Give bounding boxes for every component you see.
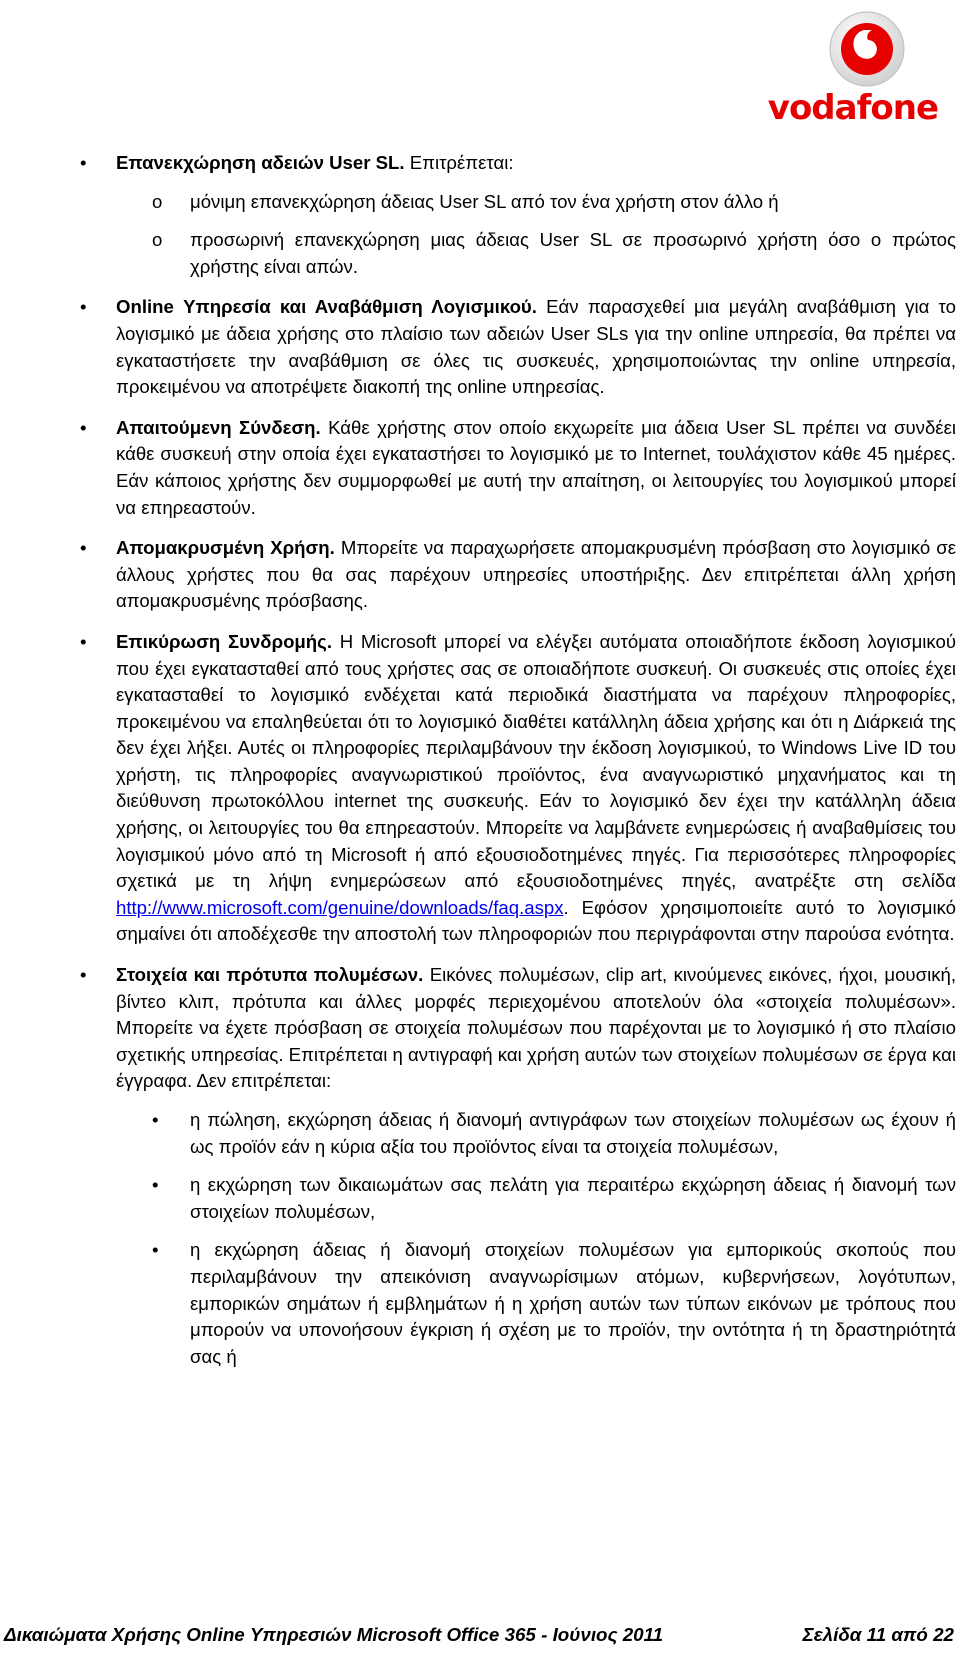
sub-item-text: προσωρινή επανεκχώρηση μιας άδειας User SL σε προσωρινό χρήστη όσο ο πρώτος χρήστης είναι απών. [190, 229, 956, 277]
sub-marker: • [152, 1174, 159, 1196]
bullet-marker: • [80, 964, 87, 986]
item-heading: Online Υπηρεσία και Αναβάθμιση Λογισμικού. [116, 296, 537, 318]
list-item [80, 150, 956, 280]
item-text: Εάν παρασχεθεί μια μεγάλη αναβάθμιση για το λογισμικό με άδεια χρήσης στο πλαίσιο των αδειών User SLs για την online υπηρεσία, θα πρέπει να εγκαταστήσετε την αναβάθμιση σε όλες τις συσκευές, χρησιμοποιώντας την online υπηρεσία, προκειμένου να αποτρέψετε διακοπή της online υπηρεσίας. [116, 296, 956, 398]
sub-item-text: μόνιμη επανεκχώρηση άδειας User SL από τον ένα χρήστη στον άλλο ή [190, 190, 779, 212]
sub-item-text: η πώληση, εκχώρηση άδειας ή διανομή αντιγράφων των στοιχείων πολυμέσων ως έχουν ή ως προϊόν εάν η κύρια αξία του προϊόντος είναι τα στοιχεία πολυμέσων, [190, 1109, 956, 1157]
document-body [80, 150, 956, 1384]
sub-list-item [116, 1172, 956, 1225]
sub-list-item [116, 227, 956, 280]
item-text: Μπορείτε να παραχωρήσετε απομακρυσμένη πρόσβαση στο λογισμικό σε άλλους χρήστες που θα σας παρέχουν υπηρεσίες υποστήριξης. Δεν επιτρέπεται άλλη χρήση απομακρυσμένης πρόσβασης. [116, 537, 957, 612]
bullet-marker: • [80, 630, 87, 652]
item-text-after: . Εφόσον χρησιμοποιείτε αυτό το λογισμικό σημαίνει ότι αποδέχεσθε την αποστολή των πληροφοριών που περιγράφονται στην παρούσα ενότητα. [116, 896, 956, 945]
vodafone-speechmark-icon [828, 10, 906, 88]
bullet-marker: • [80, 296, 87, 318]
sub-list-item [116, 1237, 956, 1370]
sub-list-item [116, 1107, 956, 1160]
item-heading: Στοιχεία και πρότυπα πολυμέσων. [116, 964, 424, 986]
item-heading: Επανεκχώρηση αδειών User SL. [116, 152, 405, 173]
item-heading: Απαιτούμενη Σύνδεση. [116, 416, 321, 438]
footer-title: Δικαιώματα Χρήσης Online Υπηρεσιών Microsoft Office 365 - Ιούνιος 2011 [4, 1624, 664, 1645]
list-item [80, 415, 956, 521]
vodafone-logo [767, 10, 948, 128]
item-text: Εικόνες πολυμέσων, clip art, κινούμενες εικόνες, ήχοι, μουσική, βίντεο κλιπ, πρότυπα και άλλες μορφές περιεχομένου αποτελούν όλα «στοιχεία πολυμέσων». Μπορείτε να έχετε πρόσβαση σε στοιχεία πολυμέσων που παρέχονται με το λογισμικό ή στο πλαίσιο σχετικής υπηρεσίας. Επιτρέπεται η αντιγραφή και χρήση αυτών των στοιχείων πολυμέσων σε έργα και έγγραφα. Δεν επιτρέπεται: [116, 964, 957, 1092]
sub-item-text: η εκχώρηση των δικαιωμάτων σας πελάτη για περαιτέρω εκχώρηση άδειας ή διανομή των στοιχείων πολυμέσων, [190, 1174, 956, 1222]
sub-marker: o [152, 229, 163, 251]
sub-list-item [116, 189, 956, 216]
vodafone-wordmark: vodafone [767, 88, 938, 128]
sub-marker: o [152, 190, 163, 212]
list-item [80, 294, 956, 400]
item-text: Η Microsoft μπορεί να ελέγξει αυτόματα οποιαδήποτε έκδοση λογισμικού που έχει εγκατασταθεί από τους χρήστες σας σε οποιαδήποτε συσκευή. Οι συσκευές στις οποίες έχει εγκατασταθεί το λογισμικό ενδέχεται κατά περιοδικά διαστήματα να παρέχουν πληροφορίες, προκειμένου να επαληθεύεται ότι το λογισμικό διαθέτει κατάλληλη άδεια χρήσης και ότι η Διάρκειά της δεν έχει λήξει. Αυτές οι πληροφορίες περιλαμβάνουν την έκδοση λογισμικού, το Windows Live ID του χρήστη, τις πληροφορίες αναγνωριστικού προϊόντος, ένα αναγνωριστικό μηχανήματος και τη διεύθυνση πρωτοκόλλου internet της συσκευής. Εάν το λογισμικό δεν έχει την κατάλληλη άδεια χρήσης, οι λειτουργίες του θα επηρεαστούν. Μπορείτε να λαμβάνετε ενημερώσεις ή αναβαθμίσεις του λογισμικού μόνο από τη Microsoft ή από εξουσιοδοτημένες πηγές. Για περισσότερες πληροφορίες σχετικά με τη λήψη ενημερώσεων από εξουσιοδοτημένες πηγές, ανατρέξτε στη σελίδα [116, 630, 956, 892]
bullet-marker: • [80, 537, 87, 559]
sub-marker: • [152, 1109, 159, 1130]
bullet-marker: • [80, 152, 87, 173]
sub-item-text: η εκχώρηση άδειας ή διανομή στοιχείων πολυμέσων για εμπορικούς σκοπούς που περιλαμβάνουν την απεικόνιση αναγνωρίσιμων ατόμων, κυβερνήσεων, λογότυπων, εμπορικών σημάτων ή εμβλημάτων ή η χρήση αυτών των τύπων εικόνων με τρόπους που μπορούν να υπονοήσουν έγκριση ή σχέση με το προϊόν, την οντότητα ή τη δραστηριότητά σας ή [190, 1239, 956, 1367]
list-item [80, 962, 956, 1370]
item-heading: Επικύρωση Συνδρομής. [116, 630, 333, 652]
list-item [80, 535, 956, 615]
item-text: Κάθε χρήστης στον οποίο εκχωρείτε μια άδεια User SL πρέπει να συνδέει κάθε συσκευή στην οποία έχει εγκαταστήσει το λογισμικό με το Internet, τουλάχιστον κάθε 45 ημέρες. Εάν κάποιος χρήστης δεν συμμορφωθεί με αυτή την απαίτηση, οι λειτουργίες του λογισμικού μπορεί να επηρεαστούν. [116, 416, 957, 518]
bullet-marker: • [80, 416, 87, 438]
footer-page-number: Σελίδα 11 από 22 [802, 1624, 954, 1645]
page-footer [4, 1624, 954, 1646]
item-heading: Απομακρυσμένη Χρήση. [116, 537, 335, 559]
faq-link[interactable]: http://www.microsoft.com/genuine/downloads/faq.aspx [116, 896, 564, 918]
list-item [80, 629, 956, 948]
item-text: Επιτρέπεται: [404, 152, 514, 173]
sub-marker: • [152, 1239, 159, 1261]
